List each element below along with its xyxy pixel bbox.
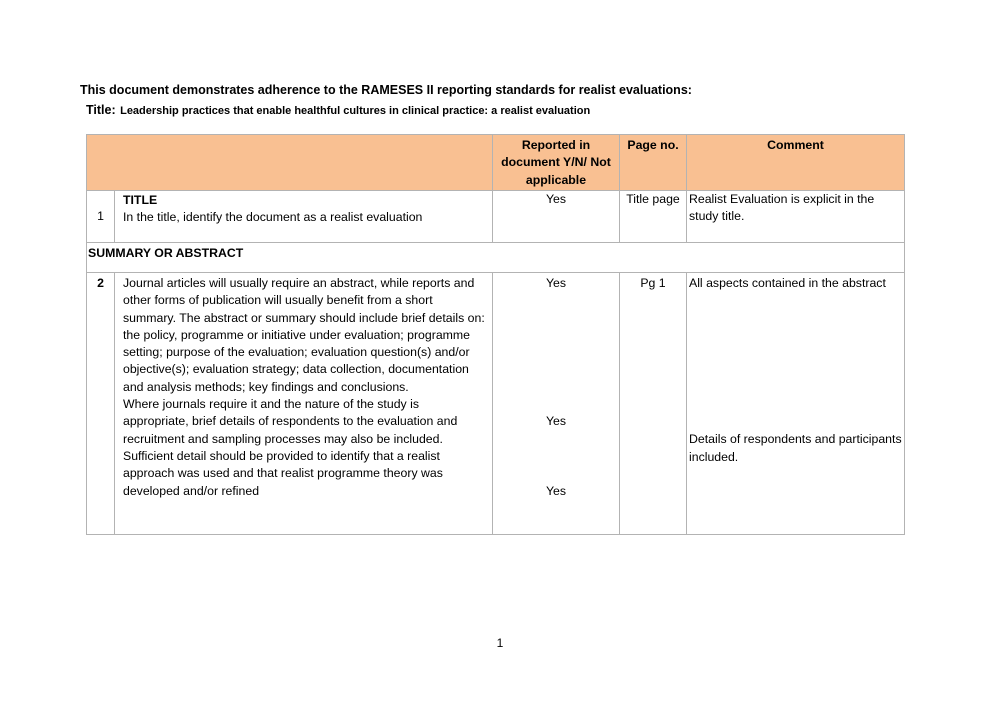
header-blank [87,135,493,191]
row-2-number: 2 [87,273,115,535]
header-reported: Reported in document Y/N/ Not applicable [493,135,620,191]
row-1-title: TITLE [123,193,158,207]
row-2-reported-cell [493,273,620,535]
rameses-table [86,134,905,535]
table-row [87,273,905,535]
row-2-comment-2: Details of respondents and participants included. [689,432,902,464]
row-2-text-1: Journal articles will usually require an abstract, while reports and other forms of publication will usually benefit from a short summary. The abstract or summary should include brief details on: the policy, programme or initiative under evaluation; programme setting; purpose of the evaluation; evaluation question(s) and/or objective(s); evaluation strategy; data collection, documentation and analysis methods; key findings and conclusions. [123,276,485,394]
row-1-reported: Yes [493,191,620,243]
row-2-comment-cell [687,273,905,535]
row-2-item [115,273,493,535]
row-2-reported-1: Yes [545,276,567,290]
row-2-text-3: Sufficient detail should be provided to identify that a realist approach was used and that realist programme theory was developed and/or refined [123,448,443,498]
section-row [87,243,905,273]
row-2-comment-1: All aspects contained in the abstract [689,276,886,290]
row-2-text-2: Where journals require it and the nature of the study is appropriate, brief details of respondents to the evaluation and recruitment and sampling processes may also be included. [123,397,458,446]
row-1-page: Title page [620,191,687,243]
row-1-text: In the title, identify the document as a realist evaluation [123,210,423,225]
row-2-page: Pg 1 [620,273,687,535]
row-2-reported-3: Yes [545,483,567,498]
row-1-comment: Realist Evaluation is explicit in the study title. [687,191,905,243]
header-page: Page no. [620,135,687,191]
header-comment: Comment [687,135,905,191]
subtitle-value: Leadership practices that enable healthful cultures in clinical practice: a realist evaluation [120,105,591,117]
row-2-reported-2: Yes [545,414,567,429]
page-number: 1 [496,636,504,650]
table-header-row [87,135,905,191]
table-row [87,191,905,243]
document-heading: This document demonstrates adherence to the RAMESES II reporting standards for realist evaluations: [80,83,692,97]
row-1-number-cell [87,191,115,243]
document-subtitle [86,101,590,119]
section-summary-abstract: SUMMARY OR ABSTRACT [87,243,905,273]
subtitle-label: Title: [86,103,116,117]
row-1-item [115,191,493,243]
row-1-number: 1 [97,209,104,224]
